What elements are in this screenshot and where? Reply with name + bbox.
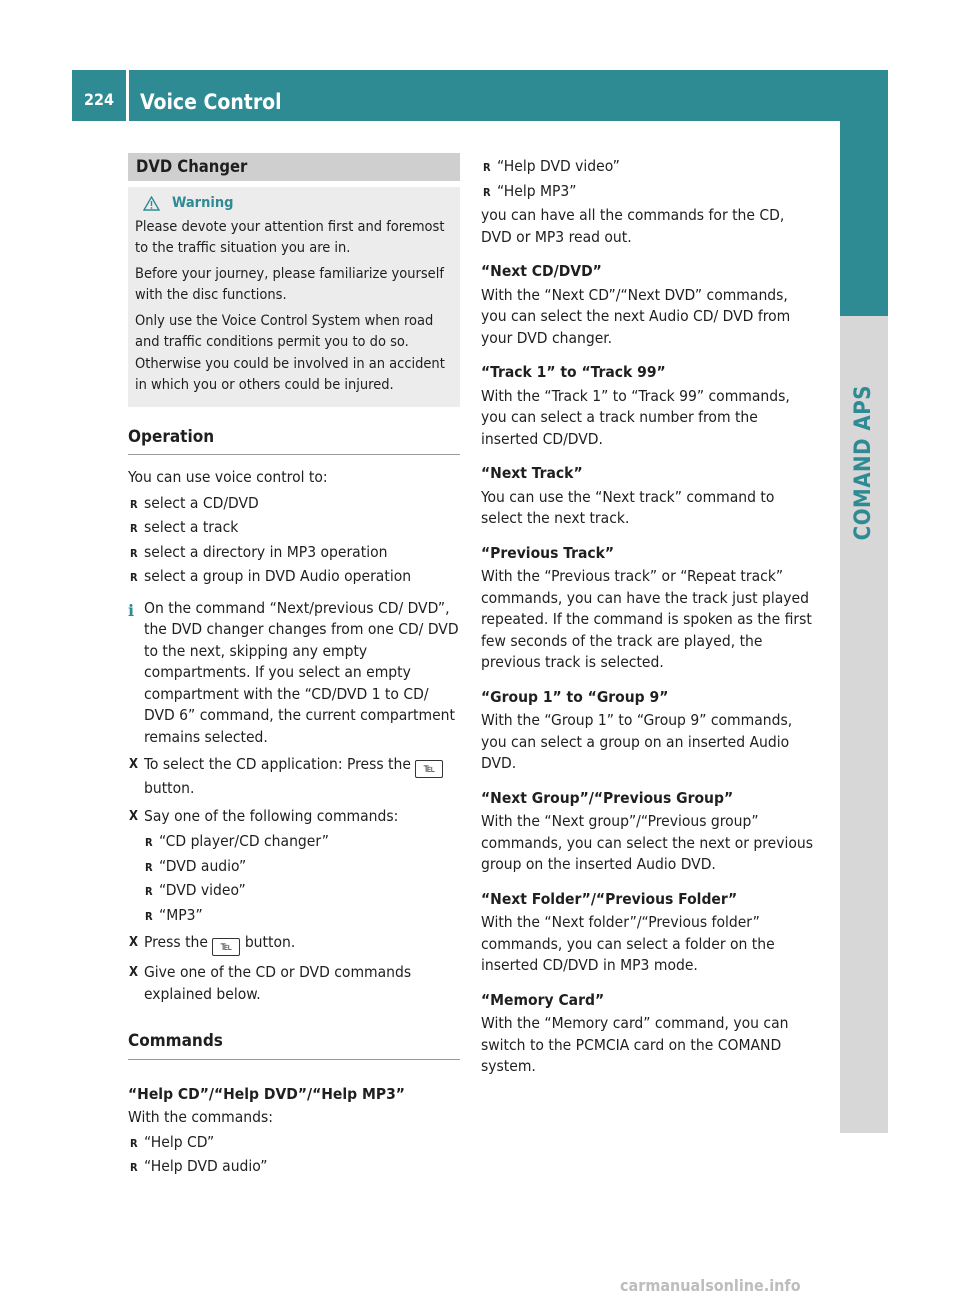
operation-intro: You can use voice control to: (128, 468, 328, 486)
command-heading: “Group 1” to “Group 9” (481, 687, 669, 706)
warning-box (128, 187, 460, 407)
command-text: With the “Next folder”/“Previous folder” commands, you can select a folder on the inserted CD/DVD in MP3 mode. (481, 913, 775, 974)
page-number: 224 (72, 70, 126, 121)
warning-text: Only use the Voice Control System when road and traffic conditions permit you to do so. Otherwise you could be involved in an accident in which you or others could be injured. (135, 312, 445, 393)
command-text: With the “Previous track” or “Repeat track” commands, you can have the track just played repeated. If the command is spoken as the first few seconds of the track are played, the previous track is selected. (481, 567, 812, 671)
talk-button-icon: ℡ (415, 760, 443, 778)
operation-heading: Operation (128, 427, 460, 456)
list-item: R “Help DVD video” (481, 156, 813, 178)
watermark: carmanualsonline.info (620, 1276, 801, 1295)
list-item: R “CD player/CD changer” (128, 831, 460, 853)
warning-triangle-icon (143, 196, 160, 211)
command-heading: “Next Track” (481, 464, 583, 482)
command-text: With the “Memory card” command, you can switch to the PCMCIA card on the COMAND system. (481, 1014, 789, 1075)
step-text: Say one of the following commands: (144, 806, 399, 825)
left-column (128, 153, 460, 1181)
command-text: With the “Group 1” to “Group 9” commands, you can select a group on an inserted Audio DVD. (481, 711, 793, 772)
command-text: With the commands: (128, 1108, 273, 1126)
list-item: R select a CD/DVD (128, 493, 460, 515)
command-text: With the “Next group”/“Previous group” commands, you can select the next or previous group on the inserted Audio DVD. (481, 812, 813, 873)
step (128, 932, 460, 956)
list-item: R “DVD video” (128, 880, 460, 902)
command-list (128, 831, 460, 926)
list-item: R select a directory in MP3 operation (128, 542, 460, 564)
step (128, 962, 460, 1005)
step-text: button. (244, 933, 296, 951)
list-item: R “MP3” (128, 905, 460, 927)
command-heading: “Next CD/DVD” (481, 262, 602, 280)
list-item: R select a group in DVD Audio operation (128, 566, 460, 588)
command-text: you can have all the commands for the CD, DVD or MP3 read out. (481, 206, 785, 246)
commands-heading: Commands (128, 1031, 460, 1060)
warning-header (135, 193, 454, 215)
command-heading: “Track 1” to “Track 99” (481, 363, 666, 381)
help-list (481, 156, 813, 202)
list-item: R “Help MP3” (481, 181, 813, 203)
step-marker: X (129, 757, 139, 772)
info-icon: i (128, 600, 135, 620)
list-item: R “DVD audio” (128, 856, 460, 878)
command-heading: “Help CD”/“Help DVD”/“Help MP3” (128, 1084, 405, 1103)
operation-list (128, 493, 460, 588)
warning-label: Warning (172, 195, 234, 211)
command-heading: “Next Group”/“Previous Group” (481, 788, 734, 807)
list-item: R select a track (128, 517, 460, 539)
step-text: To select the CD application: Press the (144, 755, 411, 773)
step-text: Give one of the CD or DVD commands explained below. (144, 963, 412, 1003)
command-text: With the “Track 1” to “Track 99” commands, you can select a track number from the inserted CD/DVD. (481, 386, 790, 448)
step (128, 806, 460, 828)
command-heading: “Memory Card” (481, 990, 605, 1009)
chapter-title: Voice Control (140, 90, 282, 114)
step-text: Press the (144, 933, 208, 951)
step-marker: X (129, 965, 139, 980)
command-text: You can use the “Next track” command to select the next track. (481, 487, 775, 527)
warning-text: Before your journey, please familiarize yourself with the disc functions. (135, 265, 444, 303)
command-text: With the “Next CD”/“Next DVD” commands, you can select the next Audio CD/ DVD from your DVD changer. (481, 285, 791, 347)
header-divider (126, 70, 129, 121)
info-note (128, 598, 460, 749)
side-section-label: COMAND APS (851, 385, 876, 541)
list-item: R “Help CD” (128, 1132, 460, 1154)
info-text: On the command “Next/previous CD/ DVD”, the DVD changer changes from one CD/ DVD to the next, skipping any empty compartments. If you select an empty compartment with the “CD/DVD 1 to CD/ DVD 6” command, the current compartment remains selected. (144, 598, 459, 746)
warning-text: Please devote your attention first and foremost to the traffic situation you are in. (135, 218, 445, 256)
command-heading: “Previous Track” (481, 543, 615, 562)
step-marker: X (129, 808, 139, 824)
help-list (128, 1132, 460, 1178)
step-text: button. (144, 779, 195, 797)
command-heading: “Next Folder”/“Previous Folder” (481, 889, 738, 908)
side-tab (840, 121, 888, 316)
section-heading: DVD Changer (128, 153, 460, 181)
right-column (481, 153, 813, 1078)
step-marker: X (129, 935, 139, 950)
talk-button-icon: ℡ (212, 938, 240, 956)
list-item: R “Help DVD audio” (128, 1156, 460, 1178)
step (128, 754, 460, 800)
